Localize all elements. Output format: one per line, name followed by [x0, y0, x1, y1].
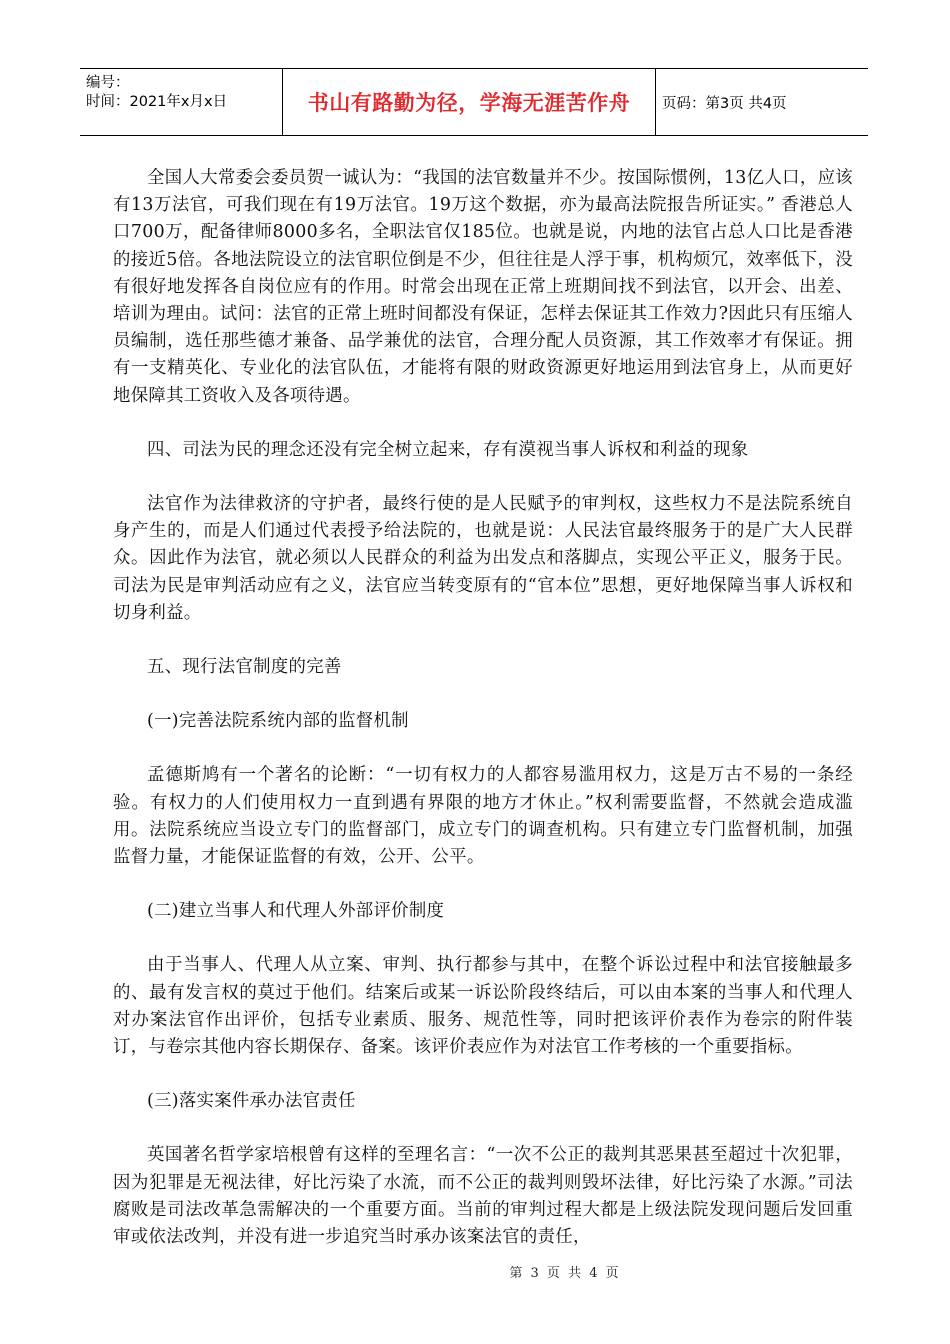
- document-header: [80, 68, 868, 136]
- page-footer: [0, 1262, 950, 1281]
- body-paragraph: 法官作为法律救济的守护者，最终行使的是人民赋予的审判权，这些权力不是法院系统自身产生的，而是人们通过代表授予给法院的，也就是说：人民法官最终服务于的是广大人民群众。因此作为法官，就必须以人民群众的利益为出发点和落脚点，实现公平正义，服务于民。司法为民是审判活动应有之义，法官应当转变原有的“官本位”思想，更好地保障当事人诉权和切身利益。: [113, 494, 853, 623]
- body-paragraph: 英国著名哲学家培根曾有这样的至理名言：“一次不公正的裁判其恶果甚至超过十次犯罪，因为犯罪是无视法律，好比污染了水流，而不公正的裁判则毁坏法律，好比污染了水源。”司法腐败是司法改革急需解决的一个重要方面。当前的审判过程大都是上级法院发现问题后发回重审或依法改判，并没有进一步追究当时承办该案法官的责任，: [113, 1145, 853, 1248]
- document-number-label: 编号：: [86, 75, 130, 91]
- section-heading-4: 四、司法为民的理念还没有完全树立起来，存有漠视当事人诉权和利益的现象: [147, 439, 749, 460]
- body-paragraph: 全国人大常委会委员贺一诚认为：“我国的法官数量并不少。按国际惯例，13亿人口，应该有13万法官，可我们现在有19万法官。19万这个数据，亦为最高法院报告所证实。” 香港总人口700万，配备律师8000多名，全职法官仅185位。也就是说，内地的法官占总人口比是香港的接近5倍。各地法院设立的法官职位倒是不少，但往往是人浮于事，机构烦冗，效率低下，没有很好地发挥各自岗位应有的作用。时常会出现在正常上班期间找不到法官，以开会、出差、培训为理由。试问：法官的正常上班时间都没有保证，怎样去保证其工作效力?因此只有压缩人员编制，选任那些德才兼备、品学兼优的法官，合理分配人员资源，其工作效率才有保证。拥有一支精英化、专业化的法官队伍，才能将有限的财政资源更好地运用到法官身上，从而更好地保障其工资收入及各项待遇。: [113, 168, 853, 406]
- subsection-heading-3: (三)落实案件承办法官责任: [147, 1091, 356, 1112]
- header-meta-cell: [80, 69, 283, 135]
- subsection-heading-1: (一)完善法院系统内部的监督机制: [147, 711, 409, 732]
- header-page-cell: [656, 69, 868, 135]
- header-motto-cell: [283, 69, 656, 135]
- document-time-label: 时间：2021年x月x日: [86, 94, 228, 110]
- document-body: [113, 165, 853, 1251]
- section-heading-5: 五、现行法官制度的完善: [147, 657, 342, 678]
- header-motto: 书山有路勤为径，学海无涯苦作舟: [307, 91, 631, 115]
- subsection-heading-2: (二)建立当事人和代理人外部评价制度: [147, 901, 445, 922]
- body-paragraph: 由于当事人、代理人从立案、审判、执行都参与其中，在整个诉讼过程中和法官接触最多的、最有发言权的莫过于他们。结案后或某一诉讼阶段终结后，可以由本案的当事人和代理人对办案法官作出评价，包括专业素质、服务、规范性等，同时把该评价表作为卷宗的附件装订，与卷宗其他内容长期保存、备案。该评价表应作为对法官工作考核的一个重要指标。: [113, 955, 853, 1058]
- body-paragraph: 孟德斯鸠有一个著名的论断：“一切有权力的人都容易滥用权力，这是万古不易的一条经验。有权力的人们使用权力一直到遇有界限的地方才休止。”权利需要监督，不然就会造成滥用。法院系统应当设立专门的监督部门，成立专门的调查机构。只有建立专门监督机制，加强监督力量，才能保证监督的有效，公开、公平。: [113, 765, 853, 868]
- footer-page-number: 第 3 页 共 4 页: [509, 1266, 621, 1281]
- header-page-info: 页码：第3页 共4页: [662, 95, 787, 112]
